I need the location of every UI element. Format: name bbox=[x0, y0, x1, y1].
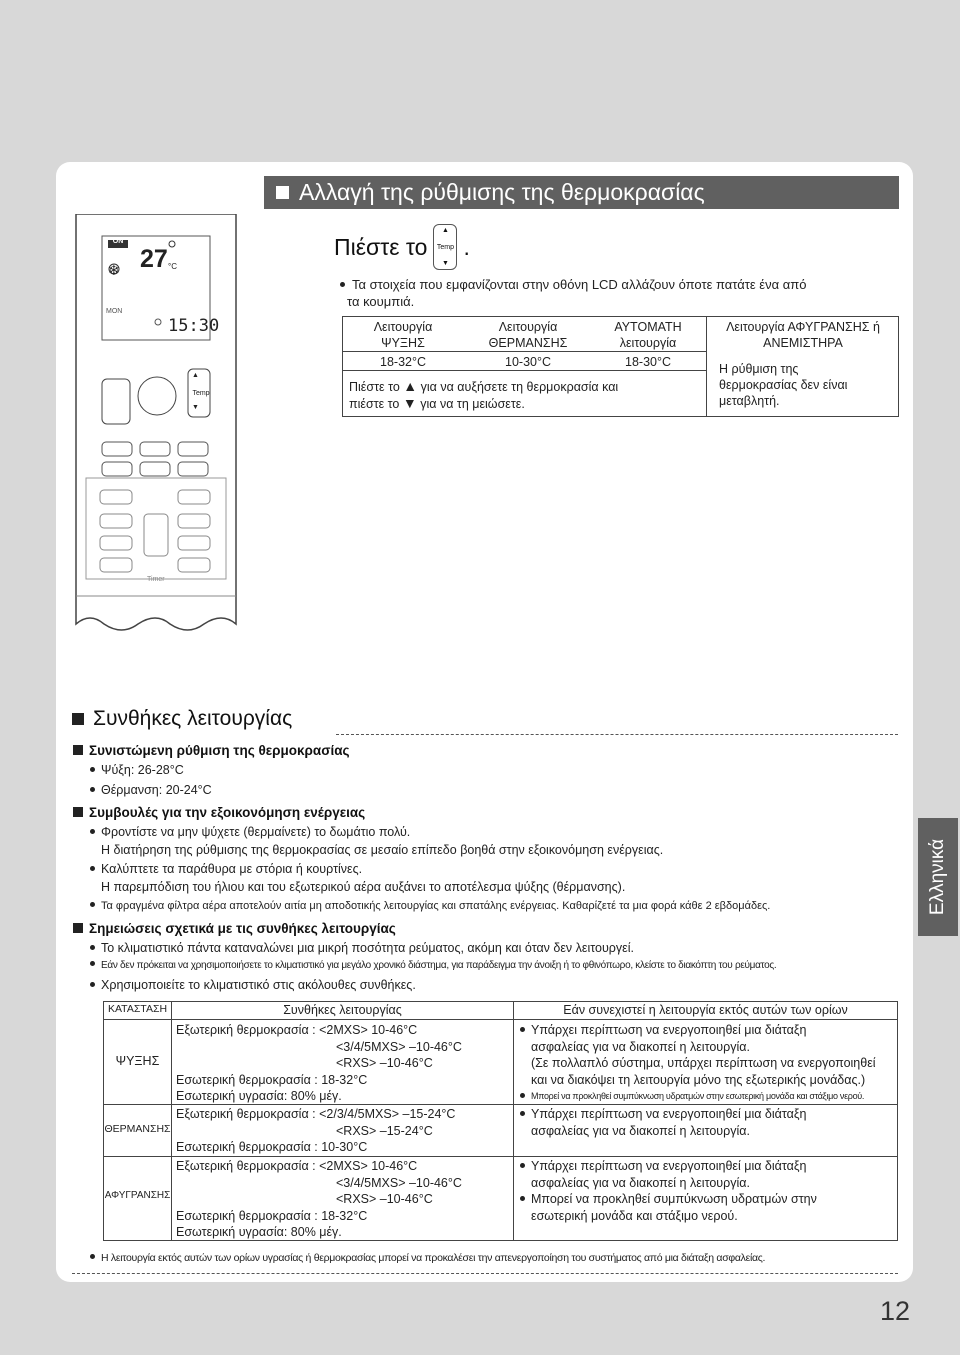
press-up-down-note: Πιέστε το ▲ για να αυξήσετε τη θερμοκρασία και πιέστε το ▼ για να τη μειώσετε. bbox=[349, 378, 619, 411]
row-label-heat: ΘΕΡΜΑΝΣΗΣ bbox=[104, 1123, 171, 1135]
lcd-unit: °C bbox=[168, 262, 177, 271]
row-label-dry: ΑΦΥΓΡΑΝΣΗΣ bbox=[104, 1190, 171, 1201]
mode-auto: ΑΥΤΟΜΑΤΗ λειτουργία bbox=[614, 320, 682, 350]
cool-result: Υπάρχει περίπτωση να ενεργοποιηθεί μια διάταξη ασφαλείας για να διακοπεί η λειτουργία. (Σε πολλαπλό σύστημα, υπάρχει περίπτωση να ενεργοποιηθεί και να διακόψει τη λειτουργία μόνο της εξωτερικής μονάδας.) Μπορεί να προκληθεί συμπύκνωση υδρατμών στην εσωτερική μονάδα και στάξιμο νερού. bbox=[520, 1022, 876, 1105]
dry-conditions: Εξωτερική θερμοκρασία : <2MXS> 10-46°C <3/4/5MXS> –10-46°C <RXS> –10-46°C Εσωτερική θερμοκρασία : 18-32°C Εσωτερική υγρασία: 80% μέγ. bbox=[176, 1159, 462, 1239]
mode-dry-fan: Λειτουργία ΑΦΥΓΡΑΝΣΗΣ ή ΑΝΕΜΙΣΤΗΡΑ bbox=[726, 320, 880, 350]
section-header-temperature: Αλλαγή της ρύθμισης της θερμοκρασίας bbox=[264, 176, 899, 209]
mode-heat: Λειτουργία ΘΕΡΜΑΝΣΗΣ bbox=[488, 320, 568, 350]
auto-range: 18-30°C bbox=[625, 355, 671, 369]
square-bullet-icon bbox=[72, 713, 84, 725]
bullet-icon bbox=[340, 282, 345, 287]
lcd-on-indicator: ON bbox=[112, 238, 124, 245]
remote-temp-down-icon: ▼ bbox=[192, 404, 199, 411]
press-instruction: Πιέστε το ▲ Temp ▼ . bbox=[334, 224, 470, 270]
dry-result: Υπάρχει περίπτωση να ενεργοποιηθεί μια διάταξη ασφαλείας για να διακοπεί η λειτουργία. Μπορεί να προκληθεί συμπύκνωση υδρατμών στην εσωτερική μονάδα και στάξιμο νερού. bbox=[520, 1158, 817, 1224]
energy-title: Συμβουλές για την εξοικονόμηση ενέργειας bbox=[73, 805, 365, 820]
remote-control-illustration bbox=[72, 214, 240, 638]
heat-range: 10-30°C bbox=[505, 355, 551, 369]
remote-timer-label: Timer bbox=[147, 576, 165, 583]
remote-temp-label: Temp bbox=[192, 390, 210, 397]
dashed-divider-bottom bbox=[72, 1273, 898, 1274]
up-triangle-icon: ▲ bbox=[403, 378, 418, 394]
conditions-title: Συνθήκες λειτουργίας bbox=[72, 707, 292, 731]
recommended-title: Συνιστώμενη ρύθμιση της θερμοκρασίας bbox=[73, 743, 350, 758]
snowflake-icon: ❄ bbox=[108, 262, 120, 278]
square-bullet-icon bbox=[276, 186, 289, 199]
operating-conditions-table bbox=[103, 1001, 898, 1241]
table-header-conditions: Συνθήκες λειτουργίας bbox=[283, 1003, 402, 1017]
cool-conditions: Εξωτερική θερμοκρασία : <2MXS> 10-46°C <3/4/5MXS> –10-46°C <RXS> –10-46°C Εσωτερική θερμοκρασία : 18-32°C Εσωτερική υγρασία: 80% μέγ. bbox=[176, 1023, 462, 1103]
language-tab: Ελληνικά bbox=[918, 818, 958, 936]
lcd-time: 15:30 bbox=[168, 316, 220, 336]
lcd-day: MON bbox=[106, 308, 123, 315]
dry-note: Η ρύθμιση της θερμοκρασίας δεν είναι μεταβλητή. bbox=[719, 362, 848, 408]
heat-result: Υπάρχει περίπτωση να ενεργοποιηθεί μια διάταξη ασφαλείας για να διακοπεί η λειτουργία. bbox=[520, 1106, 806, 1139]
heat-conditions: Εξωτερική θερμοκρασία : <2/3/4/5MXS> –15-24°C <RXS> –15-24°C Εσωτερική θερμοκρασία : 10-30°C bbox=[176, 1107, 456, 1154]
mode-temperature-table bbox=[342, 316, 899, 417]
cool-range: 18-32°C bbox=[380, 355, 426, 369]
intro-bullet: Τα στοιχεία που εμφανίζονται στην οθόνη LCD αλλάζουν όποτε πατάτε ένα από τα κουμπιά. bbox=[340, 276, 806, 310]
mode-cool: Λειτουργία ΨΥΞΗΣ bbox=[373, 320, 433, 350]
remote-temp-up-icon: ▲ bbox=[192, 372, 199, 379]
temp-button-icon: ▲ Temp ▼ bbox=[433, 224, 457, 270]
notes-title: Σημειώσεις σχετικά με τις συνθήκες λειτουργίας bbox=[73, 921, 396, 936]
page-number: 12 bbox=[880, 1296, 911, 1326]
table-header-outside: Εάν συνεχιστεί η λειτουργία εκτός αυτών των ορίων bbox=[563, 1003, 848, 1017]
row-label-cool: ΨΥΞΗΣ bbox=[115, 1054, 160, 1068]
down-triangle-icon: ▼ bbox=[402, 395, 417, 411]
lcd-temperature: 27 bbox=[140, 245, 168, 273]
table-header-state: ΚΑΤΑΣΤΑΣΗ bbox=[107, 1003, 168, 1015]
footnote: Η λειτουργία εκτός αυτών των ορίων υγρασίας ή θερμοκρασίας μπορεί να προκαλέσει την απενεργοποίηση του συστήματος από μια διάταξη ασφαλείας. bbox=[90, 1252, 765, 1264]
dashed-divider bbox=[336, 734, 898, 735]
